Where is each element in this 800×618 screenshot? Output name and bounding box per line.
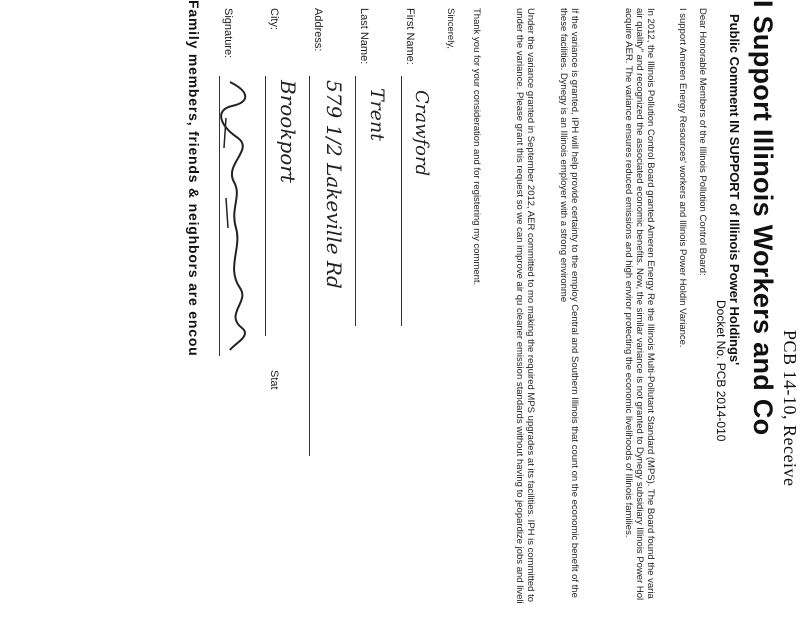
city-handwriting: Brookport — [276, 80, 300, 183]
docket-number: Docket No. PCB 2014-010 — [714, 300, 728, 442]
salutation: Dear Honorable Members of the Illinois Pollution Control Board: — [697, 8, 708, 276]
subtitle: Public Comment IN SUPPORT of Illinois Power Holdings' — [727, 14, 742, 366]
received-stamp: PCB 14-10, Receive — [780, 330, 800, 487]
signature-label: Signature: — [222, 8, 234, 59]
paragraph-1: I support Ameren Energy Resources' workers and Illinois Power Holdin Variance. — [677, 8, 688, 348]
city-label: City: — [268, 8, 280, 30]
state-label: Stat — [268, 370, 280, 390]
paragraph-5: Thank you for your consideration and for registering my comment. — [471, 8, 482, 286]
family-heading: Family members, friends & neighbors are encou — [186, 0, 202, 357]
paragraph-2: In 2012, the Illinois Pollution Control Board granted Ameren Energy Re the Illinois Multi-Pollutant Standard (MPS). The Board found the varia air quality" and recognized the associated economic benefits. Now, the similar variance is not granted to Dynegy subsidiary Illinois Power Hol acquire AER. The variance ensures reduced emissions and high enviror protecting the economic livelihoods of Illinois families. — [622, 8, 656, 601]
page-title: I Support Illinois Workers and Co — [748, 0, 778, 436]
paragraph-4: Under the variance granted in September 2012, AER committed to mo making the required MPS upgrades at its facilities. IPH is committed to under the variance. Please grant this request so we can improve air qu cleaner emission standards without having to jeopardize jobs and liveli — [513, 8, 536, 604]
signature-image — [216, 78, 260, 358]
rotated-letter — [170, 0, 800, 618]
first-name-line — [401, 76, 402, 326]
last-name-line — [355, 76, 356, 326]
city-line — [265, 76, 266, 336]
address-label: Address: — [312, 8, 324, 52]
first-name-handwriting: Crawford — [411, 90, 432, 177]
closing: Sincerely, — [445, 8, 456, 50]
address-handwriting: 579 1/2 Lakeville Rd — [322, 80, 346, 289]
address-line — [309, 76, 310, 456]
first-name-label: First Name: — [404, 8, 416, 65]
last-name-label: Last Name: — [358, 8, 370, 65]
last-name-handwriting: Trent — [366, 88, 388, 141]
paragraph-3: If the variance is granted, IPH will help provide certainty to the employ Central and Southern Illinois that count on the economic benefit of the these facilities. Dynegy is an Illinois employer with a strong environme — [557, 8, 580, 598]
